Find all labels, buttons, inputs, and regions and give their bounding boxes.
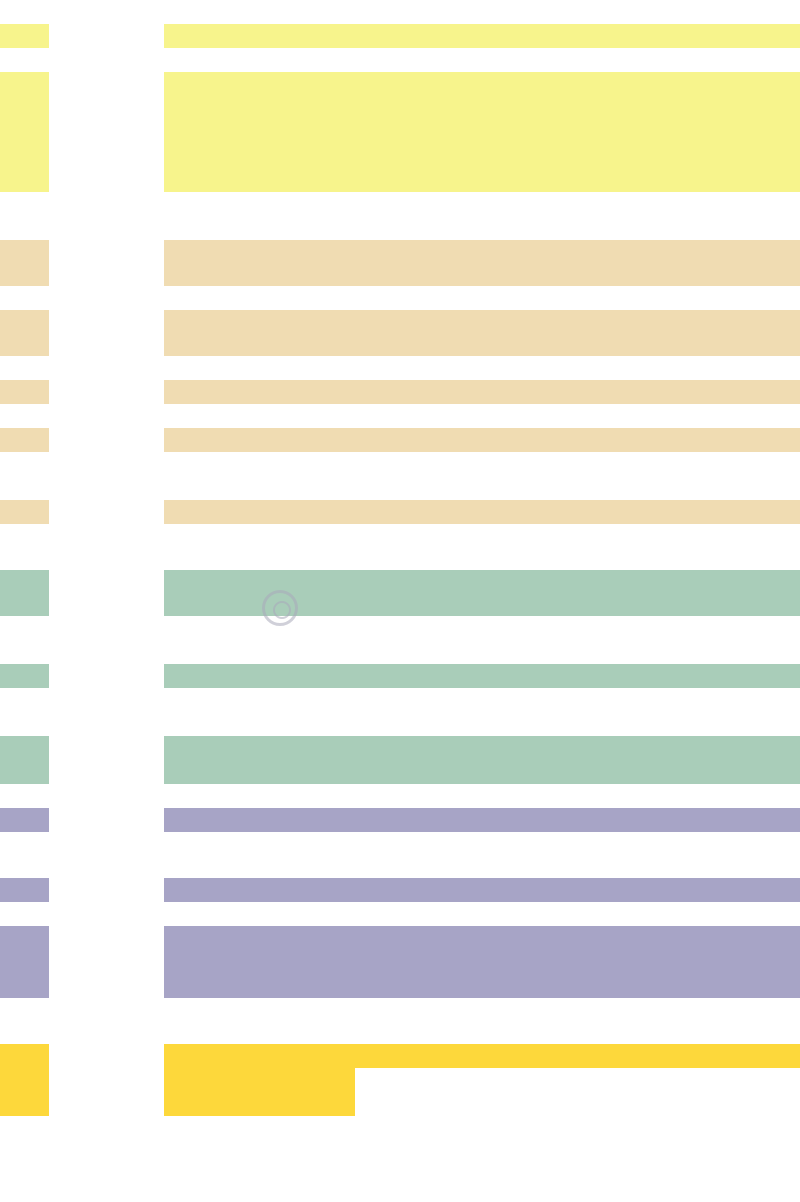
- contact-phone: [686, 0, 800, 24]
- contact-phone: [686, 96, 800, 120]
- collection-point: [355, 832, 574, 878]
- contact-phone: [686, 926, 800, 974]
- sampling-place: [164, 240, 355, 286]
- contact-name: [574, 404, 686, 428]
- collection-point: [355, 902, 574, 926]
- contact-phone: [686, 878, 800, 902]
- row-number: [0, 192, 49, 240]
- sampling-place: [164, 0, 355, 24]
- collection-point: [355, 808, 574, 832]
- row-number: [0, 878, 49, 902]
- row-number: [0, 832, 49, 878]
- sampling-place: [164, 878, 355, 902]
- contact-phone: [686, 594, 800, 618]
- contact-phone: [686, 832, 800, 878]
- contact-phone: [686, 500, 800, 524]
- row-number: [0, 570, 49, 616]
- collection-point: [355, 998, 574, 1044]
- collection-point: [355, 380, 574, 404]
- contact-phone: [686, 784, 800, 808]
- contact-phone: [686, 808, 800, 832]
- contact-name: [574, 0, 686, 24]
- sampling-place: [164, 616, 355, 664]
- contact-phone: [686, 998, 800, 1044]
- contact-phone: [686, 168, 800, 192]
- contact-phone: [686, 286, 800, 310]
- contact-name: [574, 120, 686, 144]
- contact-name: [574, 878, 686, 902]
- collection-point: [355, 404, 574, 428]
- sampling-place: [164, 664, 355, 688]
- contact-name: [574, 428, 686, 452]
- contact-phone: [686, 24, 800, 48]
- collection-point: [355, 500, 574, 524]
- contact-name: [574, 712, 686, 736]
- sampling-place: [164, 286, 355, 310]
- contact-phone: [686, 72, 800, 96]
- contact-phone: [686, 1044, 800, 1068]
- sampling-place: [164, 452, 355, 500]
- sampling-place: [164, 570, 355, 616]
- row-number: [0, 310, 49, 356]
- sampling-place: [164, 688, 355, 736]
- contact-name: [574, 192, 686, 216]
- contact-name: [574, 356, 686, 380]
- contact-phone: [686, 216, 800, 240]
- row-number: [0, 356, 49, 380]
- contact-name: [574, 48, 686, 72]
- contact-name: [574, 808, 686, 832]
- sampling-place: [164, 24, 355, 48]
- collection-point: [355, 452, 574, 476]
- sampling-place: [164, 926, 355, 998]
- collection-point: [355, 570, 574, 616]
- contact-name: [574, 524, 686, 570]
- row-number: [0, 736, 49, 784]
- contact-phone: [686, 688, 800, 712]
- contact-phone: [686, 664, 800, 688]
- collection-point: [355, 664, 574, 688]
- row-number: [0, 688, 49, 736]
- contact-name: [574, 72, 686, 96]
- sampling-place: [164, 524, 355, 570]
- collection-point: [355, 48, 574, 72]
- sampling-place: [164, 1044, 355, 1068]
- contact-name: [574, 616, 686, 640]
- contact-name: [574, 736, 686, 784]
- contact-name: [574, 784, 686, 808]
- contact-phone: [686, 736, 800, 784]
- contact-name: [574, 974, 686, 998]
- sampling-place: [164, 356, 355, 380]
- contact-phone: [686, 192, 800, 216]
- sampling-place: [164, 902, 355, 926]
- contact-phone: [686, 240, 800, 286]
- row-number: [0, 926, 49, 998]
- row-number: [0, 72, 49, 192]
- contact-phone: [686, 380, 800, 404]
- contact-phone: [686, 310, 800, 356]
- contact-name: [574, 500, 686, 524]
- sampling-place: [164, 808, 355, 832]
- sampling-place: [164, 736, 355, 784]
- sampling-place: [164, 500, 355, 524]
- contact-name: [574, 310, 686, 356]
- contact-name: [574, 380, 686, 404]
- contact-name: [574, 594, 686, 618]
- collection-point: [355, 428, 574, 452]
- contact-name: [574, 832, 686, 878]
- collection-point: [355, 0, 574, 24]
- row-number: [0, 808, 49, 832]
- contact-phone: [686, 570, 800, 594]
- sampling-place: [164, 832, 355, 878]
- sampling-place: [164, 380, 355, 404]
- collection-point: [355, 476, 574, 500]
- contact-phone: [686, 452, 800, 500]
- row-number: [0, 902, 49, 926]
- collection-point: [355, 524, 574, 570]
- row-number: [0, 452, 49, 500]
- row-number: [0, 404, 49, 428]
- collection-point: [355, 616, 574, 664]
- row-number: [0, 616, 49, 664]
- row-number: [0, 48, 49, 72]
- contact-phone: [686, 712, 800, 736]
- sampling-place: [164, 998, 355, 1044]
- collection-point: [355, 688, 574, 736]
- sampling-place: [164, 784, 355, 808]
- sampling-place: [164, 310, 355, 356]
- contact-name: [574, 144, 686, 168]
- sampling-place: [164, 428, 355, 452]
- contact-phone: [686, 428, 800, 452]
- sampling-place: [164, 72, 355, 192]
- contact-name: [574, 570, 686, 594]
- row-number: [0, 24, 49, 48]
- collection-point: [355, 310, 574, 356]
- row-number: [0, 524, 49, 570]
- row-number: [0, 380, 49, 404]
- row-number: [0, 664, 49, 688]
- contact-phone: [686, 404, 800, 428]
- contact-phone: [686, 120, 800, 144]
- collection-point: [355, 784, 574, 808]
- sampling-place: [164, 192, 355, 240]
- contact-phone: [686, 48, 800, 72]
- contact-name: [574, 168, 686, 192]
- contact-name: [574, 664, 686, 688]
- sampling-place: [164, 404, 355, 428]
- row-number: [0, 1044, 49, 1068]
- collection-point: [355, 72, 574, 192]
- contact-name: [574, 452, 686, 500]
- contact-name: [574, 240, 686, 286]
- row-number: [0, 998, 49, 1044]
- row-number: [0, 1068, 49, 1116]
- contact-name: [574, 216, 686, 240]
- collection-point: [355, 24, 574, 48]
- contact-name: [574, 1044, 686, 1068]
- collection-point: [355, 926, 574, 998]
- row-number: [0, 286, 49, 310]
- collection-point: [355, 356, 574, 380]
- row-number: [0, 0, 49, 24]
- contact-name: [574, 688, 686, 712]
- collection-point: [355, 736, 574, 784]
- row-number: [0, 428, 49, 452]
- row-number: [0, 784, 49, 808]
- contact-name: [574, 902, 686, 926]
- row-number: [0, 500, 49, 524]
- contact-phone: [686, 144, 800, 168]
- row-number: [0, 240, 49, 286]
- collection-point: [355, 286, 574, 310]
- contact-phone: [686, 356, 800, 380]
- contact-name: [574, 998, 686, 1044]
- contact-phone: [686, 902, 800, 926]
- contact-name: [574, 24, 686, 48]
- contact-name: [574, 96, 686, 120]
- contact-phone: [686, 524, 800, 570]
- contact-phone: [686, 974, 800, 998]
- collection-point: [355, 240, 574, 286]
- contact-name: [574, 926, 686, 974]
- collection-point: [355, 192, 574, 240]
- sampling-place: [164, 1068, 355, 1116]
- contact-phone: [686, 616, 800, 640]
- contact-name: [574, 286, 686, 310]
- sampling-place: [164, 48, 355, 72]
- collection-point: [355, 878, 574, 902]
- collection-point: [355, 1044, 574, 1068]
